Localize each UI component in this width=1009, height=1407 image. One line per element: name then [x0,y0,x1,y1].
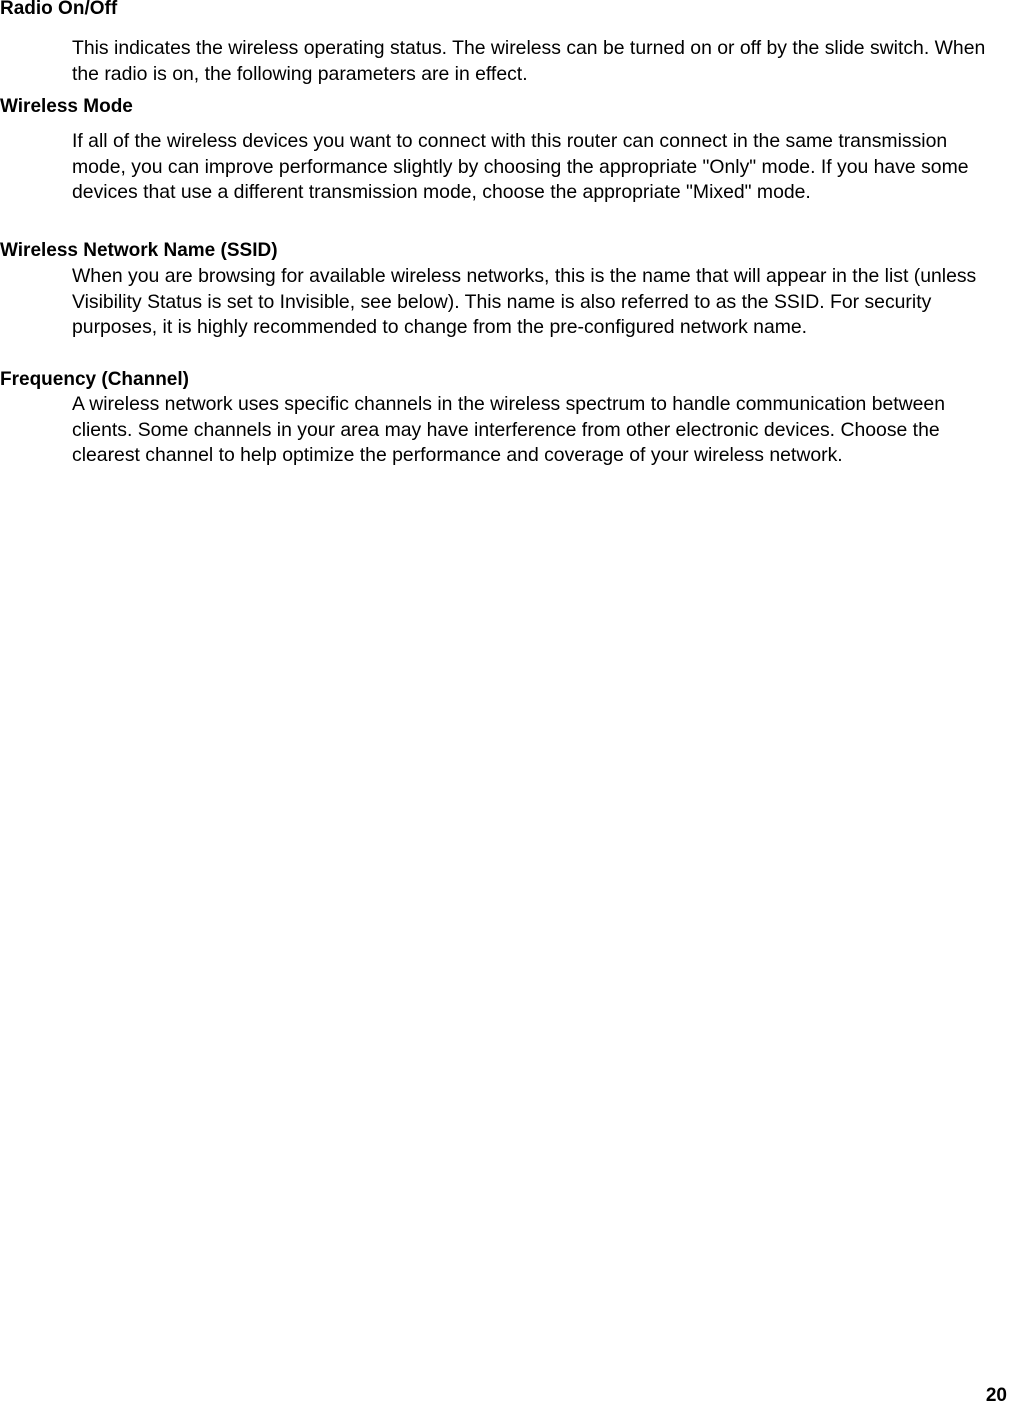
page-number: 20 [985,1385,1007,1406]
section-heading-ssid: Wireless Network Name (SSID) [0,240,278,261]
section-body-ssid: When you are browsing for available wireless networks, this is the name that will appear in the list (unless Visibility Status is set to Invisible, see below). This name is also referred to as the SSID. For security purposes, it is highly recommended to change from the pre-configured network name. [72,265,977,339]
section-body-frequency: A wireless network uses specific channels in the wireless spectrum to handle communication between clients. Some channels in your area may have interference from other electronic devices. Choose the clearest channel to help optimize the performance and coverage of your wireless network. [72,393,946,467]
section-body-radio-on-off: This indicates the wireless operating status. The wireless can be turned on or off by the slide switch. When the radio is on, the following parameters are in effect. [72,37,986,85]
section-heading-frequency: Frequency (Channel) [0,369,189,390]
section-heading-radio-on-off: Radio On/Off [0,0,118,19]
section-heading-wireless-mode: Wireless Mode [0,96,133,117]
section-body-wireless-mode: If all of the wireless devices you want to connect with this router can connect in the same transmission mode, you can improve performance slightly by choosing the appropriate "Only" mode. If you have some devices that use a different transmission mode, choose the appropriate "Mixed" mode. [72,130,969,204]
